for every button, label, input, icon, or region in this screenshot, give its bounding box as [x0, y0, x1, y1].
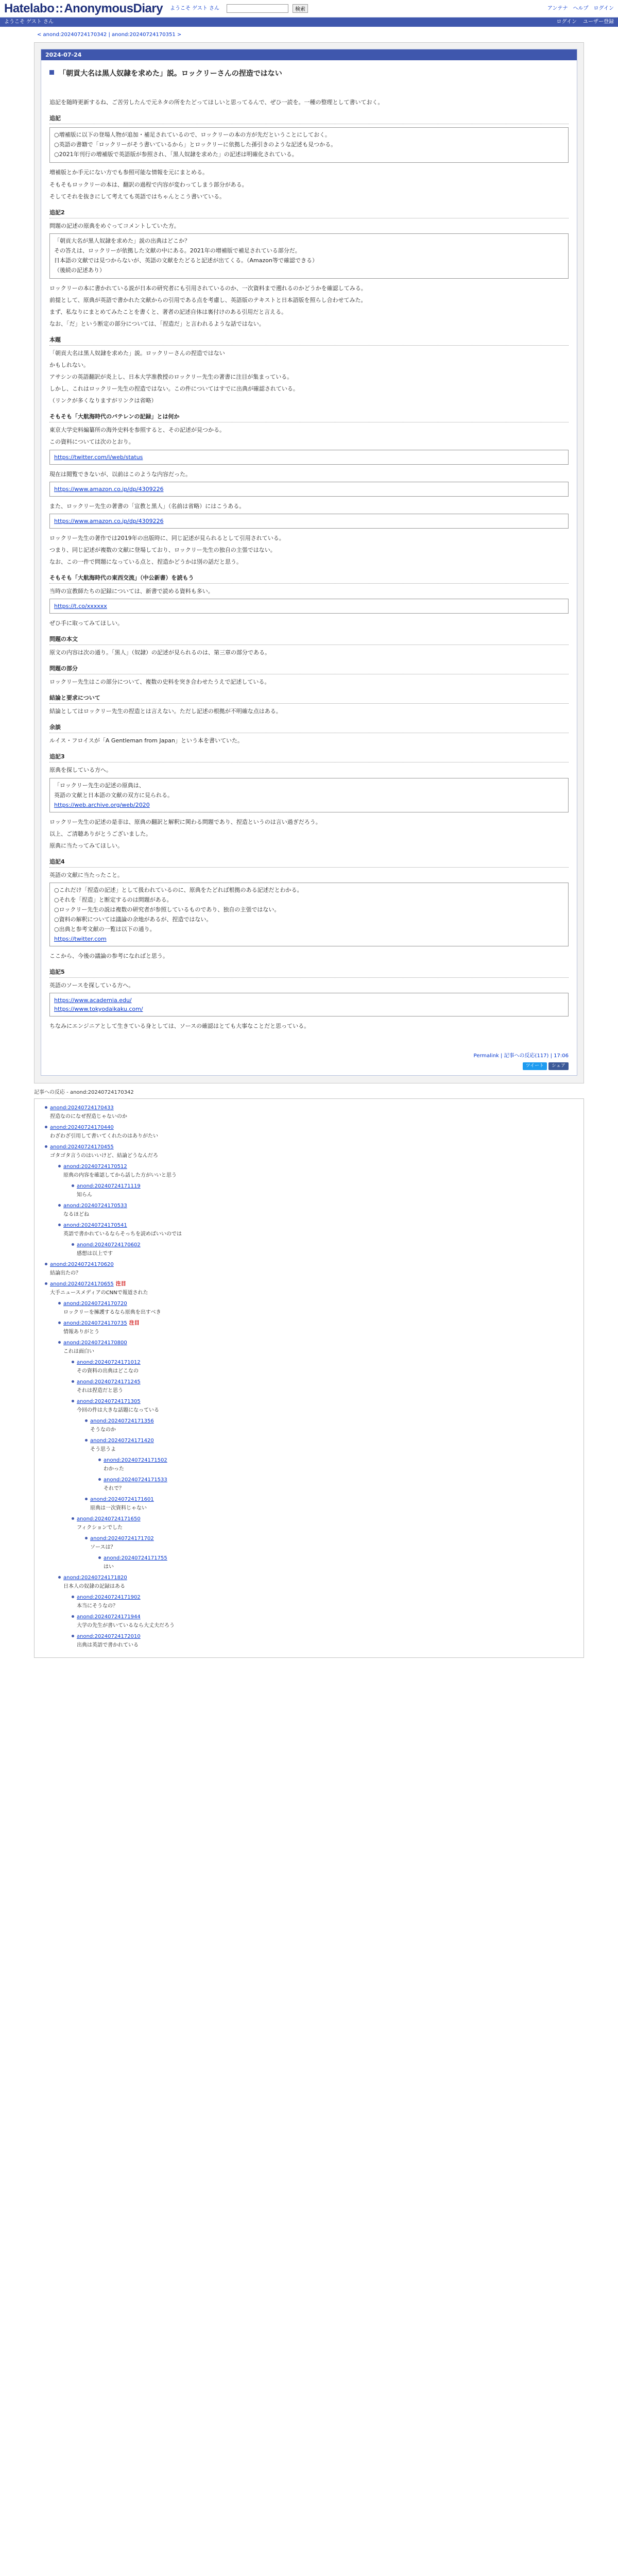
nav-welcome[interactable]: ようこそ ゲスト さん — [4, 19, 54, 25]
paragraph: アサシンの英語翻訳が炎上し、日本大学准教授のロックリー先生の著書に注目が集まっている。 — [49, 374, 293, 381]
quote-link[interactable]: https://www.tokyodaikaku.com/ — [54, 1006, 143, 1013]
comment-header — [57, 1202, 583, 1210]
comment-item — [97, 1554, 583, 1571]
header-links — [170, 4, 308, 13]
blockquote-8 — [49, 993, 569, 1016]
comment-body: ソースは？ — [90, 1545, 116, 1551]
comment-item — [57, 1163, 583, 1179]
comments-list — [34, 1098, 584, 1658]
comment-item — [84, 1437, 583, 1453]
comment-badge: 注目 — [115, 1281, 126, 1287]
comment-body: 本当にそうなの？ — [77, 1603, 118, 1609]
comment-link[interactable]: anond:20240724170720 — [63, 1301, 127, 1307]
comment-header — [44, 1104, 583, 1112]
comment-body: これは面白い — [63, 1349, 94, 1355]
comment-body: それは捏造だと思う — [77, 1388, 123, 1394]
quote-line: その答えは、ロックリーが依拠した文献の中にある。2021年の増補版で補足されている部分だ。 — [54, 247, 301, 254]
quote-line: 日本語の文献では見つからないが、英語の文献をたどると記述が出てくる。（Amazon等で確認できる） — [54, 257, 318, 264]
comment-header — [57, 1222, 583, 1229]
comment-body: 感想は以上です — [77, 1251, 113, 1257]
quote-line: （後続の記述あり） — [54, 266, 105, 274]
comment-item — [84, 1417, 583, 1434]
quote-link[interactable]: https://twitter.com/i/web/status — [54, 453, 143, 461]
breadcrumb-link[interactable]: < anond:20240724170342 | anond:20240724170351 > — [37, 32, 182, 38]
comment-link[interactable]: anond:20240724171012 — [77, 1360, 141, 1366]
header-link-help[interactable]: ヘルプ — [573, 5, 589, 11]
paragraph: この資料については次のとおり。 — [49, 438, 134, 446]
comment-header — [44, 1280, 583, 1288]
comment-link[interactable]: anond:20240724170533 — [63, 1203, 127, 1209]
paragraph: 「朝貢大名は黒人奴隷を求めた」説。ロックリーさんの捏造ではない — [49, 350, 225, 357]
comment-item — [44, 1143, 583, 1160]
paragraph: （リンクが多くなりますがリンクは省略） — [49, 397, 157, 404]
blockquote-5 — [49, 599, 569, 614]
quote-link[interactable]: https://www.amazon.co.jp/dp/4309226 — [54, 517, 164, 524]
comment-header — [57, 1319, 583, 1327]
paragraph: ロックリーの本に書かれている説が日本の研究者にも引用されているのか、一次資料まで遡れるのかどうかを確認してみる。 — [49, 284, 367, 292]
paragraph: ロックリー先生の記述の是非は、原典の翻訳と解釈に関わる問題であり、捏造というのは言い過ぎだろう。 — [49, 818, 321, 825]
comment-item — [97, 1476, 583, 1493]
paragraph: 増補版とか手元にない方でも参照可能な情報を元にまとめる。 — [49, 169, 208, 176]
tweet-button[interactable]: ツイート — [523, 1062, 547, 1070]
comment-body: 知らん — [77, 1192, 92, 1198]
quote-line: 「朝貢大名が黒人奴隷を求めた」説の出典はどこか？ — [54, 237, 190, 244]
header-link-login[interactable]: ログイン — [593, 5, 614, 11]
comment-link[interactable]: anond:20240724171755 — [104, 1555, 167, 1562]
subheading-4: そもそも「大航海時代のバテレンの記録」とは何か — [49, 408, 569, 422]
paragraph: 当時の宣教師たちの記録については、新書で読める資料も多い。 — [49, 587, 214, 595]
comment-body: ロックリーを擁護するなら原典を出すべき — [63, 1310, 161, 1316]
comment-link[interactable]: anond:20240724170602 — [77, 1242, 141, 1248]
comment-header — [84, 1496, 583, 1503]
entry-title[interactable]: 「朝貢大名は黒人奴隷を求めた」説。ロックリーさんの捏造ではない — [49, 67, 569, 84]
share-buttons — [41, 1062, 577, 1075]
paragraph: つまり、同じ記述が複数の文献に登場しており、ロックリー先生の独自の主張ではない。 — [49, 546, 276, 553]
paragraph: 原典に当たってみてほしい。 — [49, 842, 123, 849]
paragraph: 現在は閲覧できないが、以前はこのような内容だった。 — [49, 470, 191, 478]
comment-header — [97, 1476, 583, 1484]
comment-item — [57, 1300, 583, 1316]
comment-link[interactable]: anond:20240724171356 — [90, 1418, 154, 1425]
comment-item — [71, 1398, 583, 1414]
comment-item — [57, 1319, 583, 1336]
comment-header — [71, 1398, 583, 1405]
subheading-2: 追記2 — [49, 204, 569, 218]
breadcrumb — [0, 27, 618, 42]
quote-line: ○増補版に以下の登場人物が追加・補足されているので、ロックリーの本の方が先だということにしておく。 — [54, 131, 331, 139]
comment-item — [71, 1594, 583, 1610]
subheading-9: 余談 — [49, 719, 569, 733]
paragraph: ここから、今後の議論の参考になればと思う。 — [49, 953, 168, 960]
paragraph: しかし、これはロックリー先生の捏造ではない。この件についてはすでに出典が確認されている。 — [49, 385, 299, 393]
paragraph: 原典を探している方へ。 — [49, 767, 112, 774]
subheading-1: 追記 — [49, 110, 569, 124]
comments-heading: 記事への反応 - anond:20240724170342 — [34, 1089, 134, 1095]
comment-link[interactable]: anond:20240724170655 — [50, 1281, 114, 1287]
paragraph: ルイス・フロイスが「A Gentleman from Japan」という本を書いていた。 — [49, 737, 244, 744]
nav-login[interactable]: ログイン — [556, 19, 577, 25]
header-link-welcome[interactable]: ようこそ ゲスト さん — [170, 5, 220, 11]
paragraph: 前提として、原典が英語で書かれた文献からの引用である点を考慮し、英語版のテキストと日本語版を照らし合わせてみた。 — [49, 296, 367, 303]
facebook-share-button[interactable]: シェア — [548, 1062, 569, 1070]
comment-link[interactable]: anond:20240724171502 — [104, 1458, 167, 1464]
subheading-6: 問題の本文 — [49, 631, 569, 645]
quote-line: ○英語の書籍で「ロックリーがそう書いているから」とロックリーに依拠した孫引きのような記述も見つかる。 — [54, 141, 337, 148]
comment-item — [84, 1535, 583, 1551]
quote-line: ○出典と参考文献の一覧は以下の通り。 — [54, 926, 156, 933]
comment-item — [57, 1574, 583, 1590]
subheading-10: 追記3 — [49, 748, 569, 762]
comment-header — [57, 1574, 583, 1582]
comment-header — [44, 1261, 583, 1268]
site-header — [0, 0, 618, 18]
comment-body: そうなのか — [90, 1427, 116, 1433]
comment-item — [44, 1280, 583, 1297]
paragraph: ロックリー先生はこの部分について、複数の史料を突き合わせたうえで記述している。 — [49, 679, 270, 686]
comment-link[interactable]: anond:20240724171305 — [77, 1399, 141, 1405]
comment-item — [44, 1104, 583, 1121]
blockquote-3a — [49, 450, 569, 465]
comment-header — [84, 1417, 583, 1425]
blockquote-4 — [49, 514, 569, 529]
paragraph: また、ロックリー先生の著書の「宣教と黒人」（名前は省略）にはこうある。 — [49, 502, 245, 510]
comment-header — [57, 1163, 583, 1171]
paragraph: 問題の記述の原典をめぐってコメントしていた方。 — [49, 222, 180, 229]
comment-link[interactable]: anond:20240724171420 — [90, 1438, 154, 1444]
comment-body: そう思うよ — [90, 1447, 116, 1453]
comment-link[interactable]: anond:20240724170512 — [63, 1164, 127, 1170]
blockquote-6 — [49, 778, 569, 812]
comment-item — [57, 1222, 583, 1238]
comment-header — [44, 1124, 583, 1131]
comment-link[interactable]: anond:20240724171702 — [90, 1536, 154, 1542]
comment-body: 英語で書かれているならそっちを読めばいいのでは — [63, 1231, 182, 1238]
nav-register[interactable]: ユーザー登録 — [583, 19, 614, 25]
comment-badge: 注目 — [129, 1320, 140, 1327]
comment-header — [71, 1594, 583, 1601]
comment-item — [71, 1182, 583, 1199]
quote-link[interactable]: https://web.archive.org/web/2020 — [54, 801, 150, 808]
comment-header — [44, 1143, 583, 1151]
comment-item — [57, 1339, 583, 1355]
comment-header — [97, 1456, 583, 1464]
subheading-8: 結論と要求について — [49, 689, 569, 704]
comment-link[interactable]: anond:20240724170620 — [50, 1262, 114, 1268]
comment-body: 原典は一次資料じゃない — [90, 1505, 147, 1512]
comment-body: 結論出たの？ — [50, 1270, 81, 1277]
comment-item — [71, 1359, 583, 1375]
comment-link[interactable]: anond:20240724171650 — [77, 1516, 141, 1522]
comment-link[interactable]: anond:20240724171119 — [77, 1183, 141, 1190]
quote-line: ○2021年刊行の増補版で英語版が参照され、「黒人奴隷を求めた」の記述は明確化されている。 — [54, 151, 298, 158]
comment-link[interactable]: anond:20240724170455 — [50, 1144, 114, 1150]
entry-body — [41, 60, 577, 1041]
quote-link[interactable]: https://www.amazon.co.jp/dp/4309226 — [54, 485, 164, 493]
comment-body: 大手ニュースメディアのCNNで報道された — [50, 1290, 148, 1296]
subheading-11: 追記4 — [49, 853, 569, 868]
paragraph: なお、この一件で問題になっている点と、捏造かどうかは別の話だと思う。 — [49, 558, 242, 565]
comment-body: わかった — [104, 1466, 124, 1472]
paragraph: 結論としてはロックリー先生の捏造とは言えない。ただし記述の根拠が不明確な点はある。 — [49, 708, 282, 715]
paragraph: 英語の文献に当たったこと。 — [49, 871, 123, 878]
blockquote-1 — [49, 127, 569, 163]
comment-header — [84, 1437, 583, 1445]
paragraph: そしてそれを抜きにして考えても英語ではちゃんとこう書いている。 — [49, 193, 225, 200]
comment-body: 原典の内容を確認してから話した方がいいと思う — [63, 1173, 177, 1179]
comment-link[interactable]: anond:20240724171944 — [77, 1614, 141, 1620]
paragraph: ぜひ手に取ってみてほしい。 — [49, 620, 123, 627]
comment-item — [71, 1613, 583, 1630]
comment-link[interactable]: anond:20240724170800 — [63, 1340, 127, 1346]
comment-header — [71, 1378, 583, 1386]
quote-line: ○ロックリー先生の説は複数の研究者が参照しているものであり、独自の主張ではない。 — [54, 906, 280, 913]
quote-line: 「ロックリー先生の記述の原典は、 — [54, 782, 145, 789]
comment-item — [57, 1202, 583, 1218]
permalink[interactable]: Permalink | 記事への反応(117) | 17:06 — [473, 1053, 569, 1059]
paragraph: 以上、ご清聴ありがとうございました。 — [49, 830, 151, 837]
subheading-5: そもそも「大航海時代の東西交流」（中公新書）を読もう — [49, 569, 569, 584]
comment-body: 情報ありがとう — [63, 1329, 99, 1335]
paragraph: ロックリー先生の著作では2019年の出版時に、同じ記述が見られるとして引用されている。 — [49, 534, 285, 541]
comment-item — [71, 1378, 583, 1395]
paragraph: 英語のソースを探している方へ。 — [49, 982, 134, 989]
comment-link[interactable]: anond:20240724171902 — [77, 1595, 141, 1601]
comment-body: 今回の件は大きな話題になっている — [77, 1408, 159, 1414]
comment-link[interactable]: anond:20240724171245 — [77, 1379, 141, 1385]
comment-header — [71, 1359, 583, 1366]
search-button[interactable]: 検索 — [293, 4, 308, 13]
blockquote-3b — [49, 482, 569, 497]
comment-body: フィクションでした — [77, 1525, 123, 1531]
subheading-3: 本題 — [49, 331, 569, 346]
subheading-7: 問題の部分 — [49, 660, 569, 674]
paragraph: 東京大学史料編纂所の海外史料を参照すると、その記述が見つかる。 — [49, 427, 225, 434]
quote-line: ○これだけ「捏造の記述」として扱われているのに、原典をたどれば根拠のある記述だとわかる。 — [54, 886, 303, 893]
comment-link[interactable]: anond:20240724171820 — [63, 1575, 127, 1581]
blockquote-2 — [49, 233, 569, 279]
main-content — [34, 42, 584, 1083]
paragraph: そもそもロックリーの本は、翻訳の過程で内容が変わってしまう部分がある。 — [49, 181, 248, 188]
intro-text: 追記を随時更新するね、ご苦労したんで元ネタの所をたどってほしいと思ってるんで、ぜひ一読を。一種の整理として書いておく。 — [49, 99, 384, 106]
comment-item — [44, 1124, 583, 1140]
comment-body: 捏造なのになぜ捏造じゃないのか — [50, 1114, 127, 1120]
quote-line: ○資料の解釈については議論の余地があるが、捏造ではない。 — [54, 916, 212, 923]
comment-link[interactable]: anond:20240724170541 — [63, 1223, 127, 1229]
comment-link[interactable]: anond:20240724171601 — [90, 1497, 154, 1503]
header-right-links — [547, 5, 614, 13]
comment-header — [71, 1613, 583, 1621]
quote-link[interactable]: https://www.academia.edu/ — [54, 997, 132, 1004]
comment-header — [84, 1535, 583, 1543]
comment-item — [44, 1261, 583, 1277]
comment-header — [97, 1554, 583, 1562]
comment-header — [57, 1300, 583, 1308]
comment-item — [71, 1633, 583, 1649]
header-link-antenna[interactable]: アンテナ — [547, 5, 568, 11]
comment-header — [57, 1339, 583, 1347]
search-input[interactable] — [227, 4, 288, 13]
comment-body: なるほどね — [63, 1212, 89, 1218]
subheading-12: 追記5 — [49, 963, 569, 978]
nav-bar — [0, 18, 618, 27]
comment-header — [71, 1182, 583, 1190]
comment-body: 出典は英語で書かれている — [77, 1642, 139, 1649]
comment-body: ゴタゴタ言うのはいいけど、結論どうなんだろ — [50, 1153, 158, 1159]
comment-link[interactable]: anond:20240724170440 — [50, 1125, 114, 1131]
comment-item — [71, 1515, 583, 1532]
comment-link[interactable]: anond:20240724170433 — [50, 1105, 114, 1111]
blockquote-7 — [49, 883, 569, 946]
entry-footer — [41, 1041, 577, 1062]
paragraph: 原文の内容は次の通り。「黒人」（奴隷）の記述が見られるのは、第三章の部分である。 — [49, 649, 270, 656]
comment-link[interactable]: anond:20240724171533 — [104, 1477, 167, 1483]
paragraph: なお、「だ」という断定の部分については、「捏造だ」と言われるような話ではない。 — [49, 320, 265, 328]
paragraph: まず、私なりにまとめてみたことを書くと、著者の記述自体は裏付けのある引用だと言える。 — [49, 308, 287, 315]
site-logo[interactable] — [4, 0, 163, 18]
comment-body: 日本人の奴隷の記録はある — [63, 1584, 125, 1590]
logo-sep: :: — [55, 1, 63, 15]
comment-body: はい — [104, 1564, 114, 1570]
comment-link[interactable]: anond:20240724170735 — [63, 1320, 127, 1327]
comment-link[interactable]: anond:20240724172010 — [77, 1634, 141, 1640]
comments-section — [34, 1089, 584, 1658]
day-section — [41, 49, 577, 1076]
comment-item — [71, 1241, 583, 1258]
comment-body: その資料の出典はどこなの — [77, 1368, 139, 1375]
quote-line: 英語の文献と日本語の文献の双方に見られる。 — [54, 791, 173, 799]
quote-link[interactable]: https://t.co/xxxxxx — [54, 602, 107, 609]
comment-header — [71, 1515, 583, 1523]
comment-item — [84, 1496, 583, 1512]
comment-body: 大学の先生が書いているなら大丈夫だろう — [77, 1623, 175, 1629]
quote-link[interactable]: https://twitter.com — [54, 936, 107, 943]
date-heading: 2024-07-24 — [41, 49, 577, 60]
logo-part-a: Hatelabo — [4, 1, 55, 15]
comment-header — [71, 1633, 583, 1640]
logo-part-b: AnonymousDiary — [64, 1, 163, 15]
comment-body: それで？ — [104, 1486, 124, 1492]
paragraph: かもしれない。 — [49, 362, 89, 369]
quote-line: ○それを「捏造」と断定するのは問題がある。 — [54, 896, 173, 903]
comment-body: わざわざ引用して書いてくれたのはありがたい — [50, 1133, 158, 1140]
comment-header — [71, 1241, 583, 1249]
comment-item — [97, 1456, 583, 1473]
paragraph: ちなみにエンジニアとして生きている身としては、ソースの確認はとても大事なことだと思っている。 — [49, 1023, 310, 1030]
